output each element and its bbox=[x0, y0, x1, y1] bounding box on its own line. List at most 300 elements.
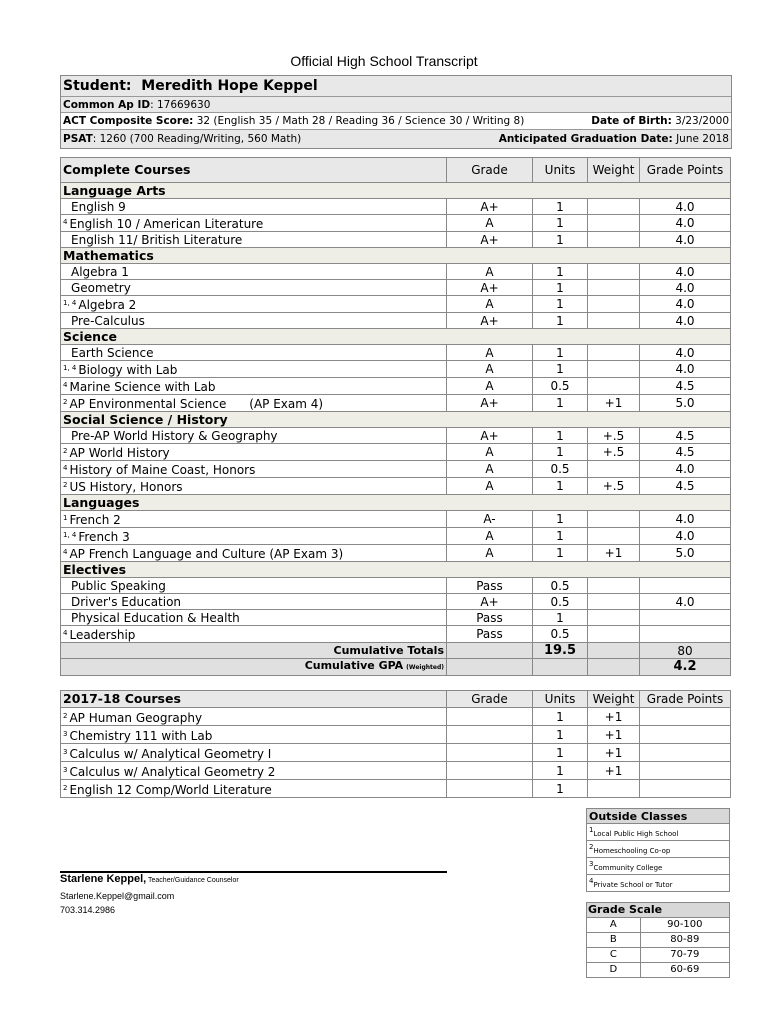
course-points: 5.0 bbox=[640, 545, 731, 562]
course-points: 4.0 bbox=[640, 280, 731, 296]
grade-scale-row bbox=[587, 933, 730, 948]
grade-scale-title: Grade Scale bbox=[587, 903, 730, 918]
units-header: Units bbox=[533, 158, 588, 183]
course-grade: A bbox=[447, 528, 533, 545]
course-name: Earth Science bbox=[71, 345, 154, 360]
current-course-row bbox=[61, 708, 731, 726]
current-weight-header: Weight bbox=[588, 691, 640, 708]
course-name: Pre-AP World History & Geography bbox=[71, 428, 278, 443]
outside-class-marker: 1 bbox=[589, 826, 594, 834]
cumulative-units: 19.5 bbox=[533, 643, 588, 659]
cumulative-gpa-label: Cumulative GPA bbox=[304, 659, 404, 672]
course-name-cell bbox=[61, 594, 447, 610]
grad-label: Anticipated Graduation Date: bbox=[498, 133, 673, 145]
course-points: 4.0 bbox=[640, 345, 731, 361]
course-name-cell bbox=[61, 528, 447, 545]
category-filler bbox=[640, 562, 731, 578]
course-grade: A bbox=[447, 378, 533, 395]
current-header-title: 2017-18 Courses bbox=[61, 691, 447, 708]
page-title: Official High School Transcript bbox=[290, 53, 478, 69]
course-source-marker: 2 bbox=[63, 711, 68, 720]
course-units: 0.5 bbox=[533, 461, 588, 478]
course-weight bbox=[588, 378, 640, 395]
cumulative-totals-label: Cumulative Totals bbox=[61, 643, 447, 659]
course-grade: A bbox=[447, 361, 533, 378]
grade-letter: A bbox=[587, 918, 641, 933]
course-points: 4.0 bbox=[640, 361, 731, 378]
outside-class-name: Local Public High School bbox=[593, 830, 679, 838]
course-row bbox=[61, 215, 731, 232]
category-filler bbox=[640, 183, 731, 199]
current-course-name-cell bbox=[61, 726, 447, 744]
grade-letter: C bbox=[587, 948, 641, 963]
course-grade: A+ bbox=[447, 428, 533, 444]
course-units: 1 bbox=[533, 199, 588, 215]
course-weight bbox=[588, 264, 640, 280]
course-name: US History, Honors bbox=[69, 480, 183, 494]
course-weight bbox=[588, 511, 640, 528]
outside-class-cell bbox=[587, 824, 730, 841]
grade-range: 80-89 bbox=[640, 933, 729, 948]
course-grade: A+ bbox=[447, 313, 533, 329]
outside-class-marker: 3 bbox=[589, 860, 594, 868]
course-grade: A+ bbox=[447, 395, 533, 412]
course-grade: A+ bbox=[447, 199, 533, 215]
category-filler bbox=[533, 329, 588, 345]
course-row bbox=[61, 444, 731, 461]
act-label: ACT Composite Score: bbox=[63, 115, 194, 127]
current-course-name-cell bbox=[61, 762, 447, 780]
course-grade: A+ bbox=[447, 280, 533, 296]
current-course-name: Chemistry 111 with Lab bbox=[69, 728, 213, 743]
course-row bbox=[61, 232, 731, 248]
course-name: Pre-Calculus bbox=[71, 313, 145, 328]
course-source-marker: 2 bbox=[63, 783, 68, 792]
current-course-points bbox=[640, 762, 731, 780]
current-course-name-cell bbox=[61, 708, 447, 726]
gpa-weight-empty bbox=[588, 659, 640, 676]
current-course-weight bbox=[588, 780, 640, 798]
course-weight bbox=[588, 313, 640, 329]
category-filler bbox=[533, 495, 588, 511]
category-name: Languages bbox=[61, 495, 447, 511]
course-source-marker: 2 bbox=[63, 398, 68, 406]
course-name-cell bbox=[61, 461, 447, 478]
outside-class-cell bbox=[587, 841, 730, 858]
category-filler bbox=[640, 495, 731, 511]
counselor-email: Starlene.Keppel@gmail.com bbox=[60, 891, 175, 901]
course-row bbox=[61, 594, 731, 610]
grade-scale-row bbox=[587, 948, 730, 963]
course-units: 1 bbox=[533, 428, 588, 444]
current-course-row bbox=[61, 780, 731, 798]
course-weight: +1 bbox=[588, 545, 640, 562]
current-course-weight: +1 bbox=[588, 708, 640, 726]
course-row bbox=[61, 626, 731, 643]
current-course-name-cell bbox=[61, 744, 447, 762]
course-name-cell bbox=[61, 610, 447, 626]
current-course-grade bbox=[447, 762, 533, 780]
category-row bbox=[61, 495, 731, 511]
course-name-cell bbox=[61, 626, 447, 643]
counselor-phone: 703.314.2986 bbox=[60, 905, 116, 915]
course-units: 1 bbox=[533, 215, 588, 232]
course-row bbox=[61, 313, 731, 329]
cumulative-gpa-row bbox=[61, 659, 731, 676]
category-filler bbox=[533, 412, 588, 428]
grade-letter: B bbox=[587, 933, 641, 948]
course-name: French 2 bbox=[69, 513, 121, 527]
complete-courses-table bbox=[60, 157, 731, 676]
outside-class-row bbox=[587, 841, 730, 858]
course-points: 4.0 bbox=[640, 594, 731, 610]
category-name: Science bbox=[61, 329, 447, 345]
course-points: 4.0 bbox=[640, 296, 731, 313]
course-units: 0.5 bbox=[533, 578, 588, 594]
course-grade: A- bbox=[447, 511, 533, 528]
current-course-weight: +1 bbox=[588, 744, 640, 762]
grade-letter: D bbox=[587, 963, 641, 978]
course-units: 1 bbox=[533, 478, 588, 495]
course-points: 4.0 bbox=[640, 264, 731, 280]
current-course-weight: +1 bbox=[588, 726, 640, 744]
course-name-cell bbox=[61, 395, 447, 412]
current-course-row bbox=[61, 762, 731, 780]
course-weight bbox=[588, 361, 640, 378]
course-grade: Pass bbox=[447, 626, 533, 643]
course-name-cell bbox=[61, 478, 447, 495]
current-course-grade bbox=[447, 744, 533, 762]
course-points: 4.0 bbox=[640, 199, 731, 215]
course-name-cell bbox=[61, 199, 447, 215]
course-weight bbox=[588, 232, 640, 248]
course-name-cell bbox=[61, 232, 447, 248]
course-name-cell bbox=[61, 511, 447, 528]
course-grade: Pass bbox=[447, 578, 533, 594]
course-name: AP French Language and Culture (AP Exam 3) bbox=[69, 547, 344, 561]
course-row bbox=[61, 280, 731, 296]
course-source-marker: 4 bbox=[63, 548, 68, 556]
dob-label: Date of Birth: bbox=[591, 115, 672, 127]
current-course-units: 1 bbox=[533, 744, 588, 762]
current-course-grade bbox=[447, 708, 533, 726]
course-name: AP Environmental Science (AP Exam 4) bbox=[69, 397, 324, 411]
course-grade: A+ bbox=[447, 232, 533, 248]
current-course-points bbox=[640, 744, 731, 762]
course-weight: +.5 bbox=[588, 428, 640, 444]
course-units: 1 bbox=[533, 610, 588, 626]
course-grade: A bbox=[447, 264, 533, 280]
course-row bbox=[61, 528, 731, 545]
course-row bbox=[61, 199, 731, 215]
course-row bbox=[61, 478, 731, 495]
course-points: 4.0 bbox=[640, 528, 731, 545]
course-row bbox=[61, 296, 731, 313]
course-name: English 9 bbox=[71, 199, 126, 214]
course-source-marker: 1, 4 bbox=[63, 531, 77, 539]
course-source-marker: 3 bbox=[63, 747, 68, 756]
course-grade: A bbox=[447, 461, 533, 478]
course-row bbox=[61, 545, 731, 562]
course-row bbox=[61, 578, 731, 594]
course-points: 4.0 bbox=[640, 313, 731, 329]
course-weight bbox=[588, 199, 640, 215]
dob-value: 3/23/2000 bbox=[675, 115, 729, 127]
grade-scale-row bbox=[587, 918, 730, 933]
outside-classes-table bbox=[586, 808, 730, 892]
category-filler bbox=[588, 329, 640, 345]
course-name: Algebra 2 bbox=[78, 298, 137, 312]
cumulative-points: 80 bbox=[640, 643, 731, 659]
course-points: 4.0 bbox=[640, 232, 731, 248]
course-grade: A bbox=[447, 545, 533, 562]
outside-class-name: Private School or Tutor bbox=[593, 881, 673, 889]
course-units: 1 bbox=[533, 395, 588, 412]
course-name-cell bbox=[61, 361, 447, 378]
points-header: Grade Points bbox=[640, 158, 731, 183]
course-grade: A bbox=[447, 296, 533, 313]
course-source-marker: 2 bbox=[63, 447, 68, 455]
outside-class-cell bbox=[587, 875, 730, 892]
course-name-cell bbox=[61, 280, 447, 296]
category-filler bbox=[640, 412, 731, 428]
course-name: Geometry bbox=[71, 280, 131, 295]
course-units: 1 bbox=[533, 545, 588, 562]
category-row bbox=[61, 248, 731, 264]
category-filler bbox=[588, 412, 640, 428]
course-name: Driver's Education bbox=[71, 594, 182, 609]
course-name: English 10 / American Literature bbox=[69, 217, 264, 231]
counselor-role: Teacher/Guidance Counselor bbox=[146, 877, 239, 884]
totals-grade-empty bbox=[447, 643, 533, 659]
psat-value: : 1260 (700 Reading/Writing, 560 Math) bbox=[92, 133, 302, 145]
course-source-marker: 2 bbox=[63, 481, 68, 489]
gpa-units-empty bbox=[533, 659, 588, 676]
outside-class-name: Homeschooling Co-op bbox=[593, 847, 671, 855]
course-source-marker: 3 bbox=[63, 765, 68, 774]
course-weight bbox=[588, 296, 640, 313]
category-filler bbox=[588, 183, 640, 199]
course-name: English 11/ British Literature bbox=[71, 232, 243, 247]
course-name-cell bbox=[61, 545, 447, 562]
category-filler bbox=[588, 495, 640, 511]
course-points: 4.0 bbox=[640, 461, 731, 478]
course-source-marker: 4 bbox=[63, 218, 68, 226]
grade-scale-row bbox=[587, 963, 730, 978]
category-filler bbox=[447, 183, 533, 199]
outside-class-row bbox=[587, 858, 730, 875]
course-units: 1 bbox=[533, 345, 588, 361]
grade-range: 90-100 bbox=[640, 918, 729, 933]
course-units: 0.5 bbox=[533, 626, 588, 643]
course-grade: A bbox=[447, 478, 533, 495]
course-points: 4.0 bbox=[640, 511, 731, 528]
course-name: AP World History bbox=[69, 446, 170, 460]
course-weight bbox=[588, 215, 640, 232]
course-row bbox=[61, 610, 731, 626]
course-weight bbox=[588, 345, 640, 361]
counselor-name: Starlene Keppel, bbox=[60, 873, 147, 885]
psat-label: PSAT bbox=[63, 133, 93, 145]
category-row bbox=[61, 412, 731, 428]
category-filler bbox=[588, 248, 640, 264]
current-course-units: 1 bbox=[533, 708, 588, 726]
outside-class-name: Community College bbox=[593, 864, 663, 872]
act-value: 32 (English 35 / Math 28 / Reading 36 / Science 30 / Writing 8) bbox=[193, 115, 525, 127]
course-points: 4.5 bbox=[640, 444, 731, 461]
outside-class-marker: 4 bbox=[589, 877, 594, 885]
course-units: 1 bbox=[533, 444, 588, 461]
course-name-cell bbox=[61, 578, 447, 594]
current-course-name: English 12 Comp/World Literature bbox=[69, 782, 272, 797]
course-name: History of Maine Coast, Honors bbox=[69, 463, 256, 477]
current-course-points bbox=[640, 780, 731, 798]
course-points bbox=[640, 626, 731, 643]
course-grade: A+ bbox=[447, 594, 533, 610]
outside-class-marker: 2 bbox=[589, 843, 594, 851]
course-name: Leadership bbox=[69, 628, 136, 642]
current-course-units: 1 bbox=[533, 762, 588, 780]
course-units: 1 bbox=[533, 511, 588, 528]
outside-title: Outside Classes bbox=[587, 809, 730, 824]
grade-range: 60-69 bbox=[640, 963, 729, 978]
course-source-marker: 1, 4 bbox=[63, 364, 77, 372]
category-name: Mathematics bbox=[61, 248, 447, 264]
common-ap-value: : 17669630 bbox=[150, 99, 211, 111]
counselor-name-line bbox=[60, 873, 239, 885]
course-row bbox=[61, 511, 731, 528]
grade-header: Grade bbox=[447, 158, 533, 183]
grade-scale-table bbox=[586, 902, 730, 978]
course-points: 4.5 bbox=[640, 478, 731, 495]
cumulative-gpa-label-cell bbox=[61, 659, 447, 676]
course-name-cell bbox=[61, 264, 447, 280]
grade-range: 70-79 bbox=[640, 948, 729, 963]
course-name-cell bbox=[61, 378, 447, 395]
course-name: French 3 bbox=[78, 530, 130, 544]
course-name: Physical Education & Health bbox=[71, 610, 240, 625]
course-name: Biology with Lab bbox=[78, 363, 178, 377]
course-row bbox=[61, 264, 731, 280]
category-filler bbox=[447, 562, 533, 578]
course-units: 0.5 bbox=[533, 378, 588, 395]
course-weight bbox=[588, 578, 640, 594]
courses-header-title: Complete Courses bbox=[61, 158, 447, 183]
course-weight: +1 bbox=[588, 395, 640, 412]
course-row bbox=[61, 461, 731, 478]
course-units: 0.5 bbox=[533, 594, 588, 610]
course-weight bbox=[588, 528, 640, 545]
category-filler bbox=[640, 329, 731, 345]
course-grade: Pass bbox=[447, 610, 533, 626]
course-weight bbox=[588, 626, 640, 643]
course-name-cell bbox=[61, 296, 447, 313]
course-weight bbox=[588, 280, 640, 296]
current-course-name: Calculus w/ Analytical Geometry I bbox=[69, 746, 272, 761]
current-course-weight: +1 bbox=[588, 762, 640, 780]
course-units: 1 bbox=[533, 361, 588, 378]
cumulative-gpa: 4.2 bbox=[640, 659, 731, 676]
course-points: 4.5 bbox=[640, 378, 731, 395]
course-grade: A bbox=[447, 215, 533, 232]
category-filler bbox=[533, 562, 588, 578]
course-weight bbox=[588, 461, 640, 478]
student-name-line bbox=[63, 78, 318, 94]
course-points: 4.0 bbox=[640, 215, 731, 232]
totals-weight-empty bbox=[588, 643, 640, 659]
course-units: 1 bbox=[533, 264, 588, 280]
course-row bbox=[61, 395, 731, 412]
weight-header: Weight bbox=[588, 158, 640, 183]
course-weight: +.5 bbox=[588, 478, 640, 495]
outside-class-row bbox=[587, 875, 730, 892]
course-points: 4.5 bbox=[640, 428, 731, 444]
course-source-marker: 1 bbox=[63, 514, 68, 522]
category-filler bbox=[640, 248, 731, 264]
course-weight: +.5 bbox=[588, 444, 640, 461]
category-filler bbox=[447, 412, 533, 428]
course-weight bbox=[588, 594, 640, 610]
outside-class-cell bbox=[587, 858, 730, 875]
course-weight bbox=[588, 610, 640, 626]
gpa-weighted-note: (Weighted) bbox=[406, 664, 444, 671]
student-info-box bbox=[60, 75, 732, 149]
student-label: Student: bbox=[63, 78, 132, 94]
course-grade: A bbox=[447, 444, 533, 461]
current-course-name: Calculus w/ Analytical Geometry 2 bbox=[69, 764, 276, 779]
course-name: Marine Science with Lab bbox=[69, 380, 216, 394]
course-name-cell bbox=[61, 313, 447, 329]
course-units: 1 bbox=[533, 296, 588, 313]
current-course-units: 1 bbox=[533, 780, 588, 798]
category-name: Electives bbox=[61, 562, 447, 578]
course-name-cell bbox=[61, 215, 447, 232]
grad-value: June 2018 bbox=[676, 133, 729, 145]
current-course-points bbox=[640, 726, 731, 744]
category-name: Social Science / History bbox=[61, 412, 447, 428]
current-course-points bbox=[640, 708, 731, 726]
course-name: Algebra 1 bbox=[71, 264, 129, 279]
current-course-grade bbox=[447, 726, 533, 744]
course-name-cell bbox=[61, 345, 447, 361]
course-row bbox=[61, 428, 731, 444]
category-row bbox=[61, 329, 731, 345]
course-grade: A bbox=[447, 345, 533, 361]
current-course-name-cell bbox=[61, 780, 447, 798]
course-points: 5.0 bbox=[640, 395, 731, 412]
category-name: Language Arts bbox=[61, 183, 447, 199]
category-filler bbox=[533, 248, 588, 264]
category-filler bbox=[447, 495, 533, 511]
common-ap-label: Common Ap ID bbox=[63, 99, 151, 111]
category-filler bbox=[447, 329, 533, 345]
course-units: 1 bbox=[533, 313, 588, 329]
course-source-marker: 4 bbox=[63, 629, 68, 637]
course-source-marker: 3 bbox=[63, 729, 68, 738]
current-course-grade bbox=[447, 780, 533, 798]
course-row bbox=[61, 345, 731, 361]
course-units: 1 bbox=[533, 232, 588, 248]
current-course-row bbox=[61, 726, 731, 744]
course-name-cell bbox=[61, 444, 447, 461]
student-name: Meredith Hope Keppel bbox=[141, 78, 318, 94]
outside-class-row bbox=[587, 824, 730, 841]
category-filler bbox=[588, 562, 640, 578]
current-courses-table bbox=[60, 690, 731, 798]
current-course-units: 1 bbox=[533, 726, 588, 744]
course-units: 1 bbox=[533, 528, 588, 545]
course-name: Public Speaking bbox=[71, 578, 166, 593]
